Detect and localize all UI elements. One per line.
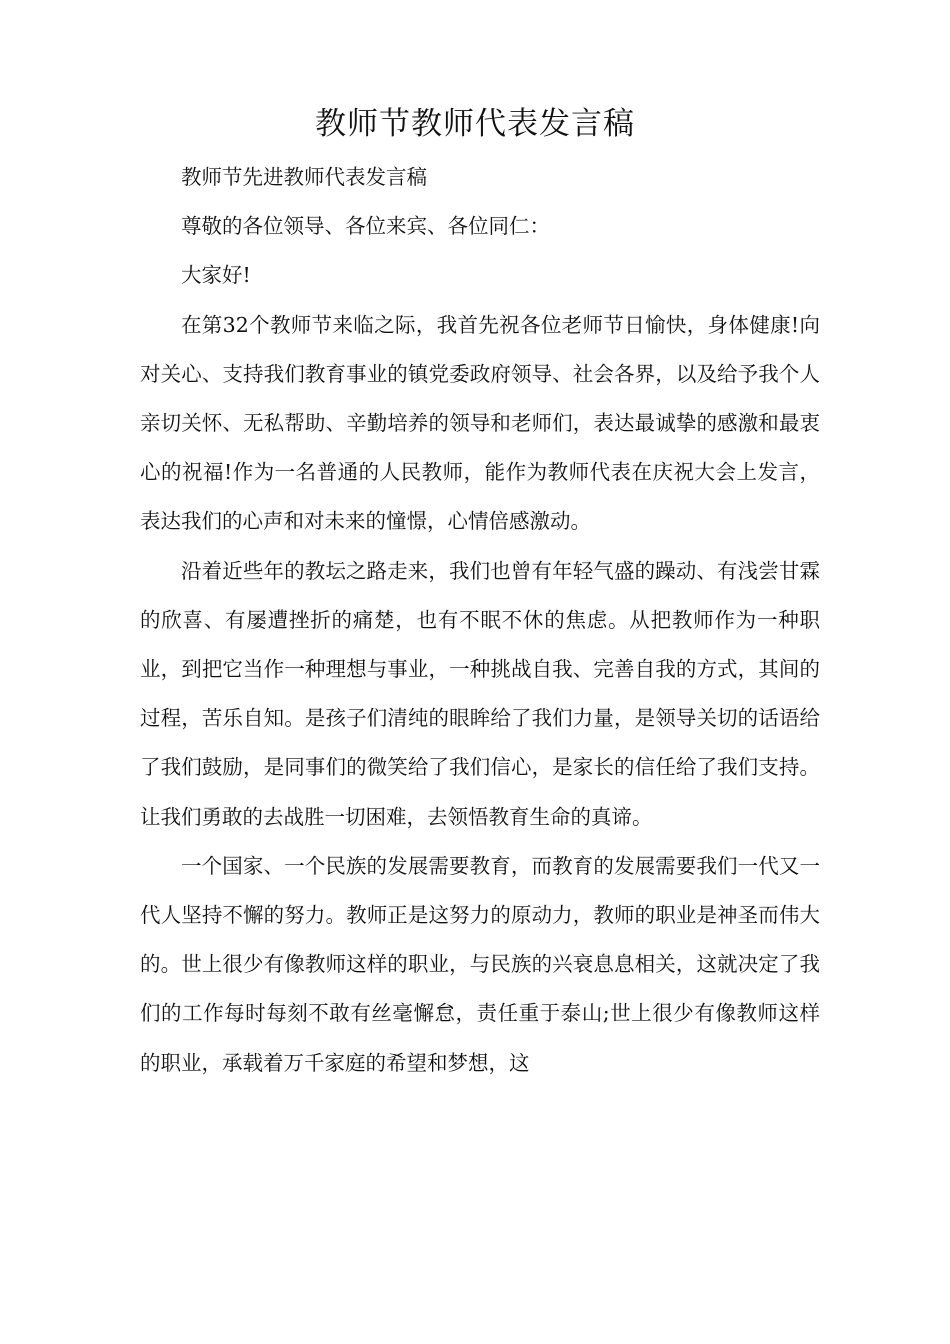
salutation-paragraph: 尊敬的各位领导、各位来宾、各位同仁：	[181, 214, 550, 239]
body-paragraph: 沿着近些年的教坛之路走来，我们也曾有年轻气盛的躁动、有浅尝甘霖的欣喜、有屡遭挫折的痛楚，也有不眠不休的焦虑。从把教师作为一种职业，到把它当作一种理想与事业，一种挑战自我、完善自我的方式，其间的过程，苦乐自知。是孩子们清纯的眼眸给了我们力量，是领导关切的话语给了我们鼓励，是同事们的微笑给了我们信心，是家长的信任给了我们支持。让我们勇敢的去战胜一切困难，去领悟教育生命的真谛。	[140, 558, 820, 829]
body-paragraph: 一个国家、一个民族的发展需要教育，而教育的发展需要我们一代又一代人坚持不懈的努力。教师正是这努力的原动力，教师的职业是神圣而伟大的。世上很少有像教师这样的职业，与民族的兴衰息息相关，这就决定了我们的工作每时每刻不敢有丝毫懈怠，责任重于泰山;世上很少有像教师这样的职业，承载着万千家庭的希望和梦想，这	[140, 853, 820, 1075]
document-title: 教师节教师代表发言稿	[315, 106, 635, 142]
body-paragraph: 在第32个教师节来临之际，我首先祝各位老师节日愉快，身体健康!向对关心、支持我们教育事业的镇党委政府领导、社会各界，以及给予我个人亲切关怀、无私帮助、辛勤培养的领导和老师们，表达最诚挚的感激和最衷心的祝福!作为一名普通的人民教师，能作为教师代表在庆祝大会上发言，表达我们的心声和对未来的憧憬，心情倍感激动。	[140, 312, 820, 534]
document-body	[140, 153, 820, 1088]
greeting-paragraph: 大家好!	[181, 263, 251, 288]
subtitle-paragraph: 教师节先进教师代表发言稿	[181, 165, 427, 189]
